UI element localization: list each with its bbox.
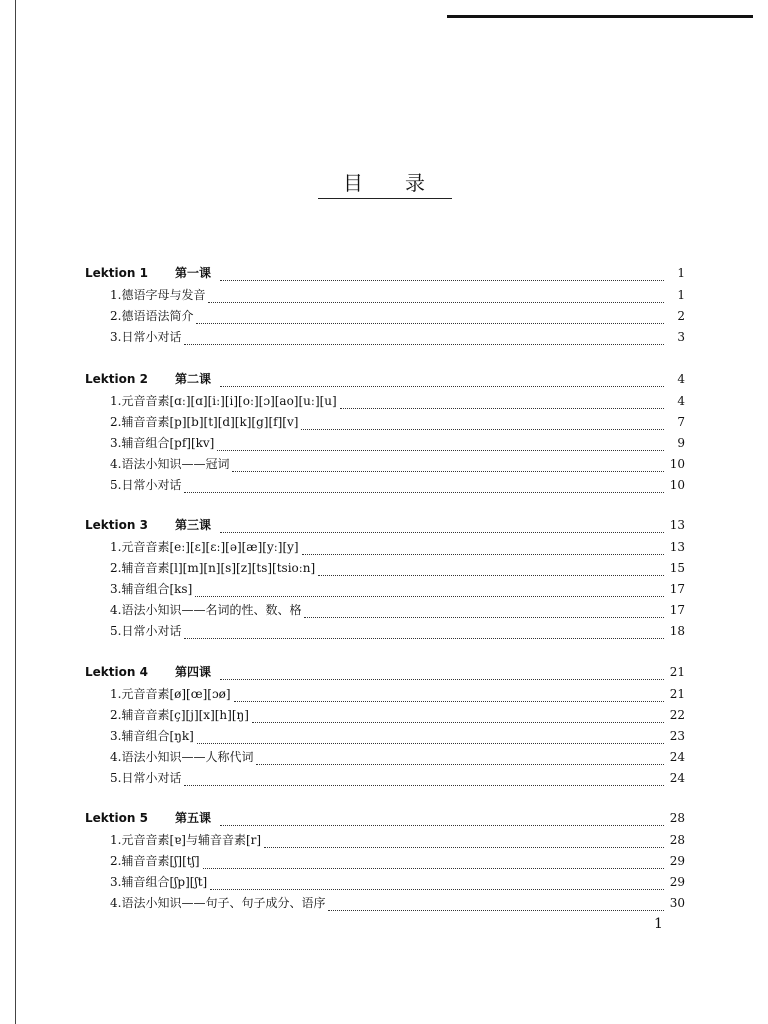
leader-dots: [232, 460, 664, 472]
leader-dots: [196, 312, 664, 324]
entry-number: 1.: [110, 288, 122, 302]
leader-dots: [252, 711, 664, 723]
leader-dots: [217, 439, 664, 451]
title-char-left: 目: [343, 171, 365, 195]
leader-dots: [302, 543, 664, 555]
entry-title: 日常小对话: [121, 771, 182, 785]
toc-entry[interactable]: [110, 602, 685, 618]
entry-title: 语法小知识——名词的性、数、格: [121, 603, 302, 617]
entry-number: 3.: [110, 582, 122, 596]
leader-dots: [197, 732, 664, 744]
entry-title: 辅音音素[p][b][t][d][k][g][f][v]: [121, 415, 299, 429]
page-ref: 1: [677, 266, 685, 280]
leader-dots: [184, 333, 664, 345]
lesson-heading[interactable]: [85, 664, 685, 680]
lesson-heading[interactable]: [85, 371, 685, 387]
entry-number: 2.: [110, 854, 122, 868]
lesson-title: 第五课: [175, 811, 212, 825]
lesson-heading[interactable]: [85, 265, 685, 281]
entry-title: 德语语法简介: [121, 309, 194, 323]
entry-title: 德语字母与发音: [121, 288, 206, 302]
entry-number: 1.: [110, 394, 122, 408]
page-ref: 24: [669, 771, 685, 785]
leader-dots: [328, 899, 664, 911]
entry-title: 日常小对话: [121, 478, 182, 492]
toc-entry[interactable]: [110, 874, 685, 890]
entry-title: 辅音音素[l][m][n][s][z][ts][tsioːn]: [121, 561, 316, 575]
toc-entry[interactable]: [110, 287, 685, 303]
leader-dots: [304, 606, 664, 618]
leader-dots: [264, 836, 664, 848]
entry-number: 5.: [110, 771, 122, 785]
page-ref: 15: [669, 561, 685, 575]
entry-title: 日常小对话: [121, 624, 182, 638]
toc-entry[interactable]: [110, 832, 685, 848]
toc-entry[interactable]: [110, 435, 685, 451]
page-ref: 22: [669, 708, 685, 722]
entry-number: 1.: [110, 687, 122, 701]
page-ref: 3: [677, 330, 685, 344]
page-ref: 29: [669, 875, 685, 889]
leader-dots: [220, 668, 664, 680]
toc-entry[interactable]: [110, 477, 685, 493]
entry-title: 元音音素[ø][œ][ɔø]: [121, 687, 231, 701]
entry-number: 5.: [110, 624, 122, 638]
entry-title: 辅音组合[ŋk]: [121, 729, 194, 743]
leader-dots: [301, 418, 664, 430]
lesson-title: 第四课: [175, 665, 212, 679]
toc-entry[interactable]: [110, 707, 685, 723]
entry-number: 1.: [110, 833, 122, 847]
page-ref: 7: [677, 415, 685, 429]
page-ref: 4: [677, 394, 685, 408]
entry-title: 语法小知识——冠词: [121, 457, 230, 471]
entry-number: 3.: [110, 729, 122, 743]
page-ref: 23: [669, 729, 685, 743]
entry-title: 辅音组合[ʃp][ʃt]: [121, 875, 208, 889]
page-ref: 18: [669, 624, 685, 638]
leader-dots: [184, 481, 664, 493]
leader-dots: [203, 857, 664, 869]
toc-entry[interactable]: [110, 623, 685, 639]
page-ref: 2: [677, 309, 685, 323]
entry-number: 5.: [110, 478, 122, 492]
page-ref: 10: [669, 457, 685, 471]
entry-number: 4.: [110, 603, 122, 617]
page-ref: 28: [669, 811, 685, 825]
lesson-number: Lektion 1: [85, 266, 148, 280]
toc-entry[interactable]: [110, 895, 685, 911]
leader-dots: [220, 375, 664, 387]
entry-title: 辅音音素[ç][j][x][h][ŋ]: [121, 708, 249, 722]
leader-dots: [256, 753, 664, 765]
toc-entry[interactable]: [110, 456, 685, 472]
leader-dots: [220, 814, 664, 826]
toc-entry[interactable]: [110, 308, 685, 324]
entry-number: 4.: [110, 457, 122, 471]
toc-entry[interactable]: [110, 539, 685, 555]
leader-dots: [340, 397, 664, 409]
toc-entry[interactable]: [110, 686, 685, 702]
entry-number: 4.: [110, 750, 122, 764]
page-ref: 21: [669, 687, 685, 701]
leader-dots: [220, 269, 664, 281]
leader-dots: [184, 774, 664, 786]
lesson-title: 第三课: [175, 518, 212, 532]
entry-number: 2.: [110, 309, 122, 323]
entry-number: 2.: [110, 415, 122, 429]
entry-title: 日常小对话: [121, 330, 182, 344]
page-ref: 10: [669, 478, 685, 492]
entry-title: 语法小知识——人称代词: [121, 750, 254, 764]
toc-entry[interactable]: [110, 393, 685, 409]
entry-number: 3.: [110, 436, 122, 450]
page-ref: 29: [669, 854, 685, 868]
page-ref: 17: [669, 603, 685, 617]
entry-title: 辅音组合[ks]: [121, 582, 193, 596]
toc-entry[interactable]: [110, 770, 685, 786]
lesson-heading[interactable]: [85, 517, 685, 533]
page-number: 1: [654, 916, 663, 932]
entry-title: 元音音素[eː][ɛ][ɛː][ə][æ][yː][y]: [121, 540, 299, 554]
page-ref: 1: [677, 288, 685, 302]
lesson-number: Lektion 4: [85, 665, 148, 679]
entry-title: 元音音素[ɐ]与辅音音素[r]: [121, 833, 262, 847]
page-ref: 13: [669, 518, 685, 532]
entry-number: 2.: [110, 708, 122, 722]
page-ref: 28: [669, 833, 685, 847]
entry-title: 元音音素[ɑː][ɑ][iː][i][oː][ɔ][ao][uː][u]: [121, 394, 337, 408]
toc-entry[interactable]: [110, 581, 685, 597]
entry-title: 语法小知识——句子、句子成分、语序: [121, 896, 326, 910]
page-ref: 9: [677, 436, 685, 450]
toc-entry[interactable]: [110, 853, 685, 869]
lesson-number: Lektion 3: [85, 518, 148, 532]
entry-number: 1.: [110, 540, 122, 554]
page-ref: 24: [669, 750, 685, 764]
leader-dots: [208, 291, 664, 303]
entry-number: 3.: [110, 875, 122, 889]
toc-entry[interactable]: [110, 560, 685, 576]
entry-number: 4.: [110, 896, 122, 910]
toc-entry[interactable]: [110, 414, 685, 430]
toc-entry[interactable]: [110, 749, 685, 765]
entry-number: 3.: [110, 330, 122, 344]
entry-title: 辅音音素[ʃ][tʃ]: [121, 854, 200, 868]
leader-dots: [195, 585, 664, 597]
page-ref: 21: [669, 665, 685, 679]
page-ref: 4: [677, 372, 685, 386]
lesson-number: Lektion 5: [85, 811, 148, 825]
page-ref: 13: [669, 540, 685, 554]
entry-title: 辅音组合[pf][kv]: [121, 436, 215, 450]
lesson-number: Lektion 2: [85, 372, 148, 386]
leader-dots: [220, 521, 664, 533]
lesson-heading[interactable]: [85, 810, 685, 826]
toc-entry[interactable]: [110, 728, 685, 744]
lesson-title: 第一课: [175, 266, 212, 280]
leader-dots: [184, 627, 664, 639]
page-ref: 17: [669, 582, 685, 596]
leader-dots: [234, 690, 664, 702]
leader-dots: [318, 564, 664, 576]
title-char-right: 录: [405, 171, 427, 195]
lesson-title: 第二课: [175, 372, 212, 386]
toc-entry[interactable]: [110, 329, 685, 345]
entry-number: 2.: [110, 561, 122, 575]
page-ref: 30: [669, 896, 685, 910]
leader-dots: [210, 878, 664, 890]
